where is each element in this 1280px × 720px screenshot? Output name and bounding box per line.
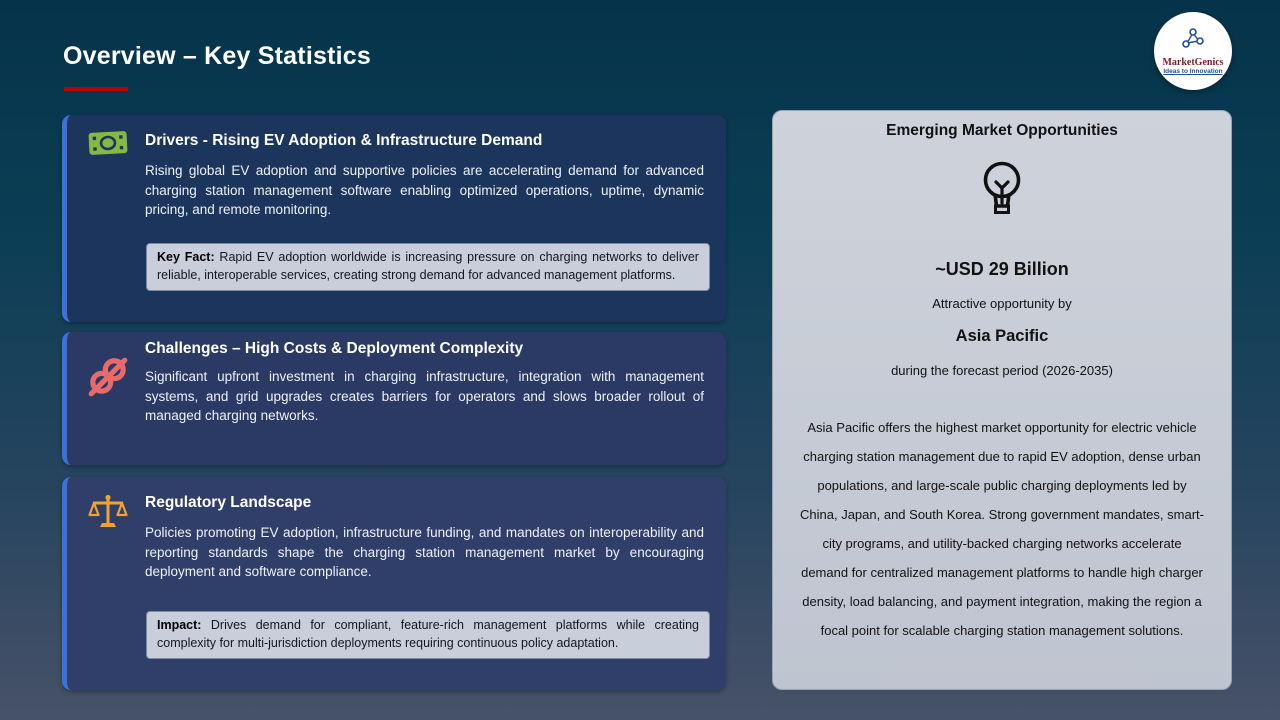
emerging-market-panel (772, 110, 1232, 690)
opportunity-subtitle: Attractive opportunity by (932, 296, 1072, 311)
regulatory-card (62, 477, 726, 690)
challenges-card (62, 332, 726, 465)
opportunity-description: Asia Pacific offers the highest market opportunity for electric vehicle charging station management due to rapid EV adoption, dense urban populations, and large-scale public charging deployments led by China, Japan, and South Korea. Strong government mandates, smart-city programs, and utility-backed charging networks accelerate demand for centralized management platforms to handle high charger density, load balancing, and payment integration, making the region a focal point for scalable charging station management solutions. (800, 420, 1204, 638)
key-statistics-cards (62, 115, 726, 690)
logo-name: MarketGenics (1162, 56, 1224, 68)
regulatory-heading: Regulatory Landscape (145, 494, 312, 511)
drivers-body: Rising global EV adoption and supportive policies are accelerating demand for advanced charging station management software enabling optimized operations, uptime, dynamic pricing, and remote monitoring. (145, 163, 704, 218)
impact-box (146, 611, 710, 659)
regulatory-body: Policies promoting EV adoption, infrastructure funding, and mandates on interoperability and reporting standards shape the charging station management market by encouraging deployment and software compliance. (145, 525, 704, 580)
key-fact-box (146, 243, 710, 291)
opportunity-region: Asia Pacific (955, 327, 1049, 345)
lightbulb-icon (773, 159, 1231, 226)
company-logo (1154, 12, 1232, 90)
challenges-body: Significant upfront investment in charging infrastructure, integration with management systems, and grid upgrades creates barriers for operators and slows broader rollout of managed charging networks. (145, 369, 704, 424)
key-fact-text: Rapid EV adoption worldwide is increasing pressure on charging networks to deliver reliable, interoperable services, creating strong demand for advanced management platforms. (157, 250, 699, 282)
page-title: Overview – Key Statistics (63, 42, 371, 70)
drivers-heading: Drivers - Rising EV Adoption & Infrastructure Demand (145, 132, 543, 149)
opportunity-value: ~USD 29 Billion (935, 259, 1069, 279)
key-fact-label: Key Fact: (157, 250, 215, 264)
opportunity-period: during the forecast period (2026-2035) (891, 363, 1113, 378)
drivers-card (62, 115, 726, 322)
broken-link-icon (85, 354, 131, 405)
molecule-icon (1181, 28, 1205, 55)
title-underline (64, 87, 128, 91)
impact-label: Impact: (157, 618, 202, 632)
panel-title: Emerging Market Opportunities (886, 122, 1118, 139)
scales-icon (88, 493, 128, 538)
challenges-heading: Challenges – High Costs & Deployment Complexity (145, 340, 524, 357)
impact-text: Drives demand for compliant, feature-rich management platforms while creating complexity for multi-jurisdiction deployments requiring continuous policy adaptation. (157, 618, 699, 650)
money-icon (87, 128, 129, 163)
logo-tagline: Ideas to Innovation (1163, 67, 1223, 75)
